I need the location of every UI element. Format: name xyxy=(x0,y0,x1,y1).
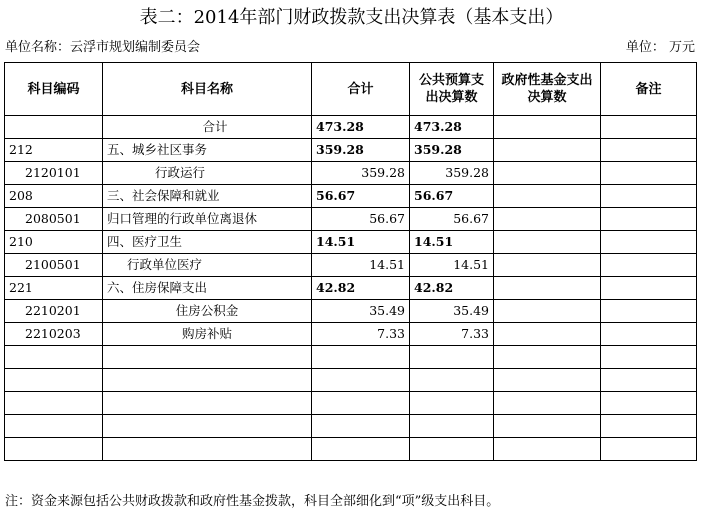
cell-gov xyxy=(494,185,601,208)
expenditure-table xyxy=(4,62,697,461)
table-row xyxy=(5,254,697,277)
empty-row xyxy=(5,438,697,461)
empty-row xyxy=(5,392,697,415)
cell-gov xyxy=(494,116,601,139)
cell-remark xyxy=(601,208,697,231)
cell-code: 2100501 xyxy=(5,254,103,277)
cell-public: 56.67 xyxy=(410,185,494,208)
cell-public: 7.33 xyxy=(410,323,494,346)
cell-name: 购房补贴 xyxy=(103,323,312,346)
table-row xyxy=(5,300,697,323)
cell-name: 归口管理的行政单位离退休 xyxy=(103,208,312,231)
cell-gov xyxy=(494,162,601,185)
table-row xyxy=(5,162,697,185)
header-gov-fund: 政府性基金支出决算数 xyxy=(494,63,601,116)
table-row xyxy=(5,231,697,254)
cell-remark xyxy=(601,231,697,254)
header-public-budget: 公共预算支出决算数 xyxy=(410,63,494,116)
table-row xyxy=(5,208,697,231)
table-row xyxy=(5,323,697,346)
cell-name: 行政单位医疗 xyxy=(103,254,312,277)
header-code: 科目编码 xyxy=(5,63,103,116)
cell-total: 359.28 xyxy=(312,139,410,162)
cell-name: 四、医疗卫生 xyxy=(103,231,312,254)
cell-total: 14.51 xyxy=(312,231,410,254)
cell-gov xyxy=(494,300,601,323)
cell-total: 14.51 xyxy=(312,254,410,277)
cell-total: 42.82 xyxy=(312,277,410,300)
cell-public: 42.82 xyxy=(410,277,494,300)
empty-row xyxy=(5,346,697,369)
cell-code: 2210203 xyxy=(5,323,103,346)
cell-gov xyxy=(494,139,601,162)
cell-code: 210 xyxy=(5,231,103,254)
header-name: 科目名称 xyxy=(103,63,312,116)
cell-gov xyxy=(494,208,601,231)
cell-gov xyxy=(494,323,601,346)
unit-name: 单位名称：云浮市规划编制委员会 xyxy=(5,40,201,55)
cell-code xyxy=(5,116,103,139)
cell-public: 35.49 xyxy=(410,300,494,323)
cell-gov xyxy=(494,231,601,254)
cell-code: 221 xyxy=(5,277,103,300)
cell-name: 住房公积金 xyxy=(103,300,312,323)
cell-code: 212 xyxy=(5,139,103,162)
cell-remark xyxy=(601,323,697,346)
cell-gov xyxy=(494,254,601,277)
currency-unit: 单位： 万元 xyxy=(625,40,695,55)
table-row xyxy=(5,185,697,208)
cell-public: 359.28 xyxy=(410,139,494,162)
cell-remark xyxy=(601,254,697,277)
cell-code: 2120101 xyxy=(5,162,103,185)
cell-remark xyxy=(601,162,697,185)
table-row xyxy=(5,139,697,162)
table-row xyxy=(5,277,697,300)
cell-public: 14.51 xyxy=(410,231,494,254)
cell-total: 56.67 xyxy=(312,185,410,208)
header-remark: 备注 xyxy=(601,63,697,116)
cell-name: 合计 xyxy=(103,116,312,139)
cell-name: 五、城乡社区事务 xyxy=(103,139,312,162)
cell-name: 六、住房保障支出 xyxy=(103,277,312,300)
cell-total: 35.49 xyxy=(312,300,410,323)
header-total: 合计 xyxy=(312,63,410,116)
cell-total: 359.28 xyxy=(312,162,410,185)
cell-public: 56.67 xyxy=(410,208,494,231)
table-row-total xyxy=(5,116,697,139)
empty-row xyxy=(5,369,697,392)
table-header-row xyxy=(5,63,697,116)
page-title: 表二：2014年部门财政拨款支出决算表（基本支出） xyxy=(139,7,564,28)
cell-remark xyxy=(601,185,697,208)
cell-name: 三、社会保障和就业 xyxy=(103,185,312,208)
footnote: 注：资金来源包括公共财政拨款和政府性基金拨款，科目全部细化到“项”级支出科目。 xyxy=(5,494,500,509)
cell-code: 2210201 xyxy=(5,300,103,323)
cell-gov xyxy=(494,277,601,300)
cell-remark xyxy=(601,116,697,139)
cell-code: 2080501 xyxy=(5,208,103,231)
cell-code: 208 xyxy=(5,185,103,208)
cell-name: 行政运行 xyxy=(103,162,312,185)
cell-total: 7.33 xyxy=(312,323,410,346)
cell-remark xyxy=(601,139,697,162)
cell-total: 56.67 xyxy=(312,208,410,231)
cell-public: 14.51 xyxy=(410,254,494,277)
cell-remark xyxy=(601,277,697,300)
cell-public: 473.28 xyxy=(410,116,494,139)
cell-total: 473.28 xyxy=(312,116,410,139)
cell-public: 359.28 xyxy=(410,162,494,185)
cell-remark xyxy=(601,300,697,323)
empty-row xyxy=(5,415,697,438)
